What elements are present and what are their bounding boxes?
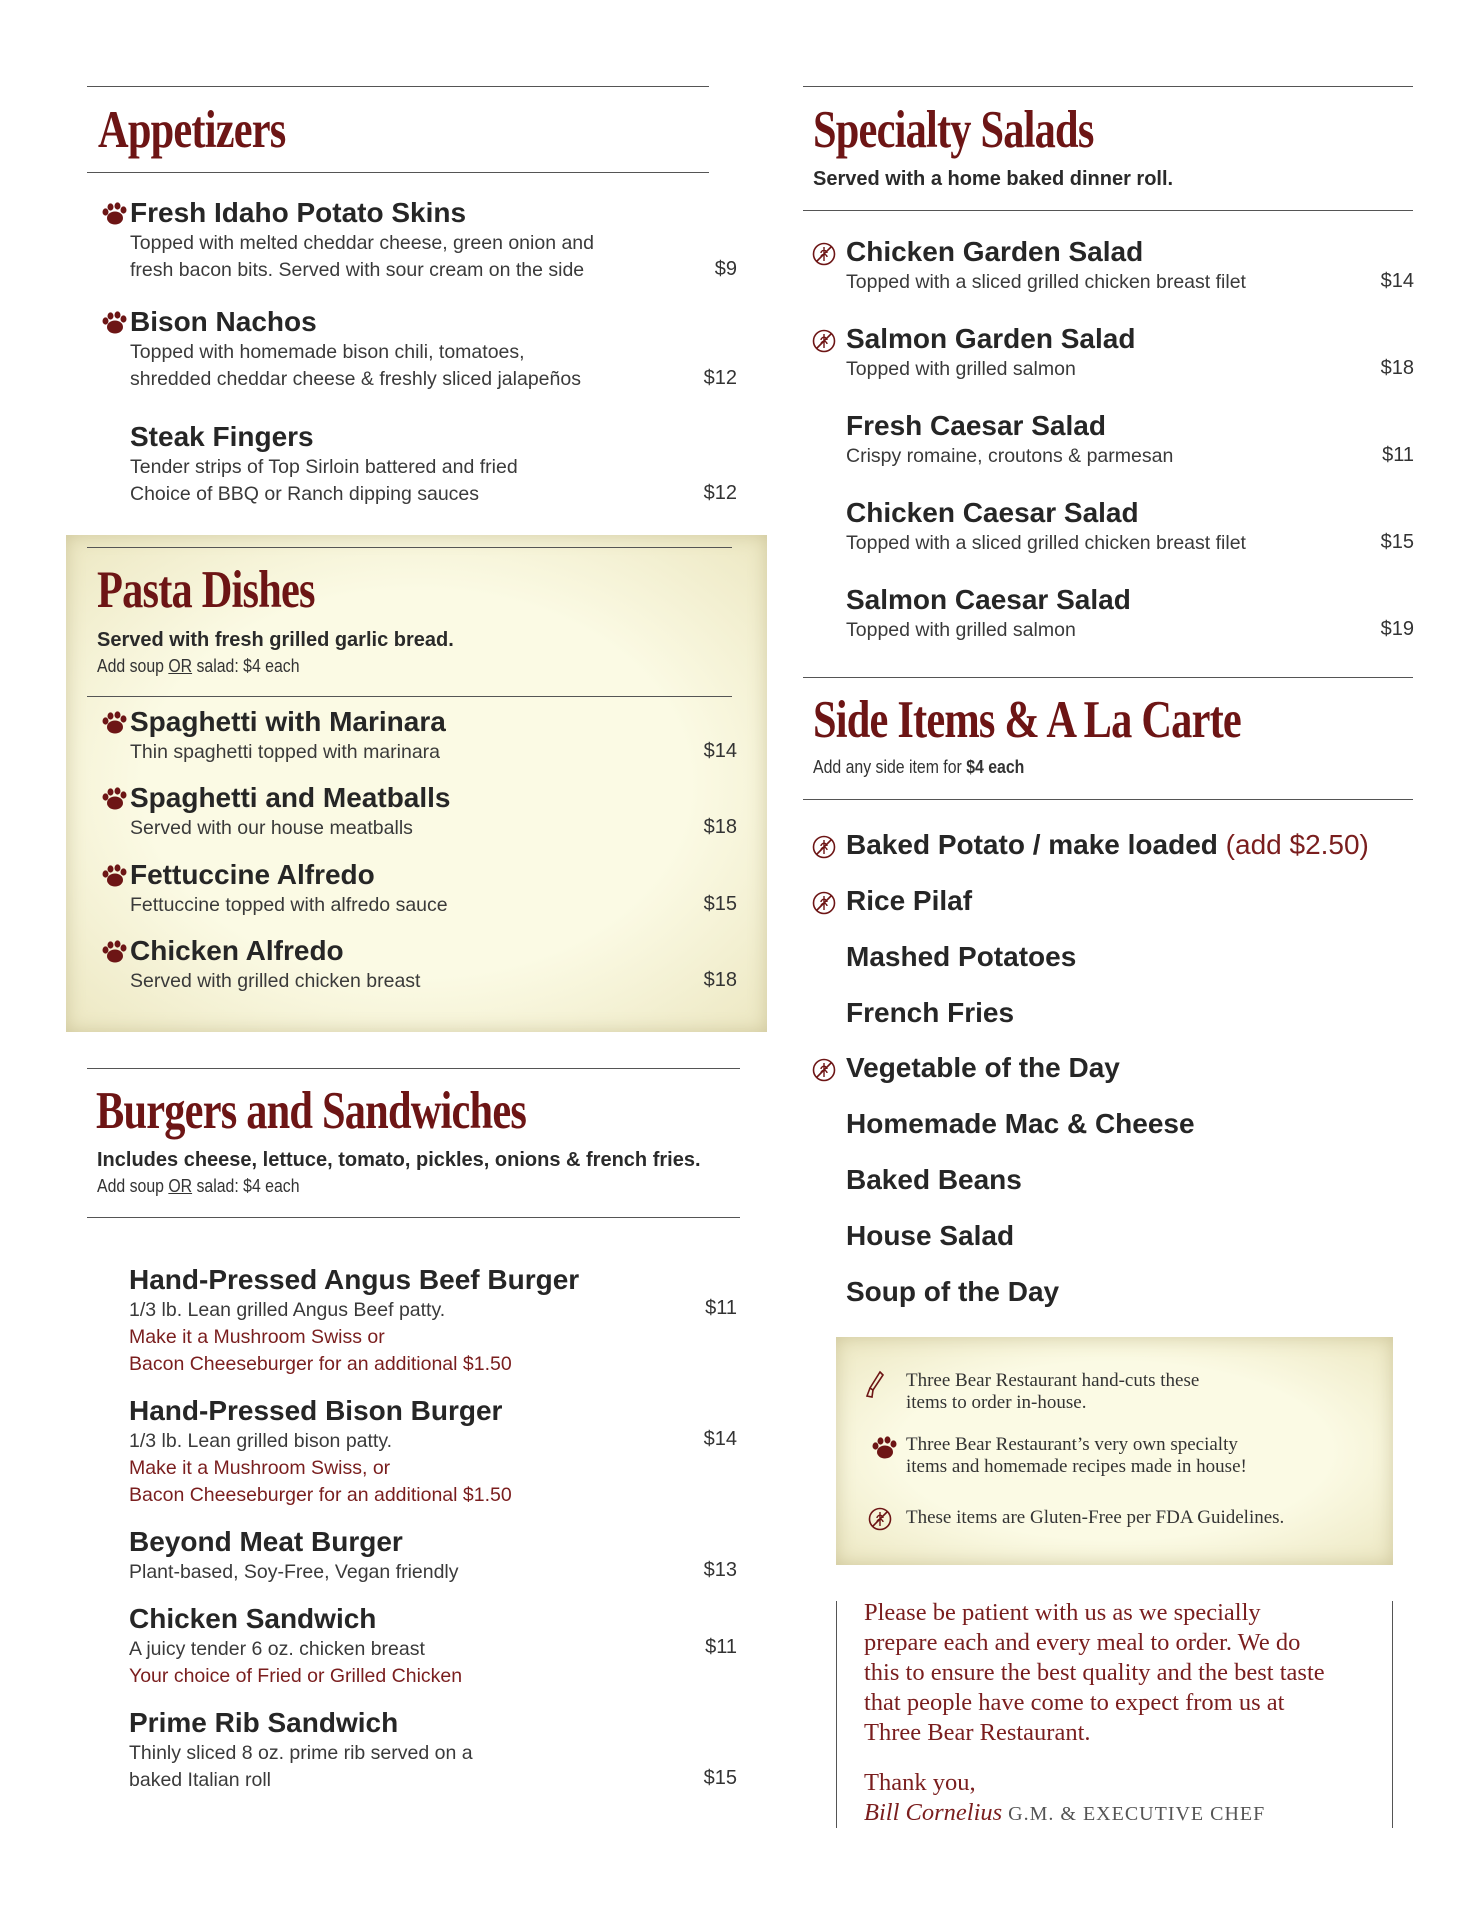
item-description: Tender strips of Top Sirloin battered and fried	[130, 456, 518, 478]
side-item-extra: (add $2.50)	[1217, 829, 1369, 860]
side-item: Baked Potato / make loaded (add $2.50)	[846, 829, 1369, 860]
gluten-free-icon	[812, 835, 836, 859]
item-upgrade-note: Make it a Mushroom Swiss, or	[129, 1457, 391, 1479]
item-upgrade-note: Make it a Mushroom Swiss or	[129, 1326, 385, 1348]
legend-gluten-free: These items are Gluten-Free per FDA Guidelines.	[906, 1507, 1285, 1528]
salads-subtitle: Served with a home baked dinner roll.	[813, 168, 1174, 190]
item-name: Salmon Caesar Salad	[846, 584, 1131, 615]
item-description: fresh bacon bits. Served with sour cream on the side	[130, 259, 585, 281]
menu-item	[130, 705, 446, 766]
chef-title: G.M. & EXECUTIVE CHEF	[1002, 1803, 1266, 1825]
item-upgrade-note: Bacon Cheeseburger for an additional $1.50	[129, 1484, 512, 1506]
menu-item	[130, 420, 518, 508]
burgers-subtitle: Includes cheese, lettuce, tomato, pickles, onions & french fries.	[97, 1149, 701, 1171]
salads-heading: Specialty Salads	[813, 101, 1094, 159]
signature-line	[864, 1798, 1384, 1829]
item-upgrade-note: Your choice of Fried or Grilled Chicken	[129, 1665, 463, 1687]
bear-paw-icon	[101, 711, 127, 735]
bear-paw-icon	[101, 940, 127, 964]
item-description: Thin spaghetti topped with marinara	[130, 741, 441, 763]
item-description: baked Italian roll	[129, 1769, 272, 1791]
item-name: Spaghetti with Marinara	[130, 706, 446, 737]
pasta-add-note: Add soup OR salad: $4 each	[97, 656, 300, 676]
menu-item	[130, 858, 448, 919]
item-description: Topped with grilled salmon	[846, 619, 1076, 641]
item-description: A juicy tender 6 oz. chicken breast	[129, 1638, 425, 1660]
item-name: Steak Fingers	[130, 421, 314, 452]
chef-signature: Bill Cornelius	[864, 1799, 1003, 1826]
menu-item	[129, 1602, 462, 1690]
divider	[87, 696, 732, 697]
menu-item	[129, 1263, 579, 1378]
item-name: Hand-Pressed Angus Beef Burger	[129, 1264, 580, 1295]
legend-specialty: Three Bear Restaurant’s very own specialty items and homemade recipes made in house!	[906, 1434, 1247, 1477]
item-price: $18	[703, 969, 737, 991]
side-item: French Fries	[846, 997, 1015, 1028]
gluten-free-icon	[812, 1058, 836, 1082]
menu-item	[129, 1706, 473, 1794]
gluten-free-icon	[812, 242, 836, 266]
item-description: Topped with a sliced grilled chicken breast filet	[846, 271, 1246, 293]
pasta-subtitle: Served with fresh grilled garlic bread.	[97, 629, 454, 651]
item-description: 1/3 lb. Lean grilled bison patty.	[129, 1430, 393, 1452]
item-price: $14	[703, 1428, 737, 1450]
pasta-heading: Pasta Dishes	[97, 561, 315, 619]
item-name: Chicken Garden Salad	[846, 236, 1144, 267]
menu-item	[130, 305, 581, 393]
side-item: Homemade Mac & Cheese	[846, 1108, 1195, 1139]
menu-item	[129, 1525, 459, 1586]
menu-item	[846, 583, 1131, 644]
side-item: Baked Beans	[846, 1164, 1022, 1195]
item-description: Served with grilled chicken breast	[130, 970, 421, 992]
item-price: $12	[703, 482, 737, 504]
divider	[87, 172, 709, 173]
item-name: Chicken Alfredo	[130, 935, 344, 966]
divider	[87, 547, 732, 548]
divider	[803, 799, 1413, 800]
sides-subtitle: Add any side item for $4 each	[813, 757, 1025, 777]
item-description: Served with our house meatballs	[130, 817, 413, 839]
chef-note: Please be patient with us as we specially prepare each and every meal to order. We do this to ensure the best quality and the best taste that people have come to expect from us at Three Bear Restaurant. Thank you, Bill Cornelius G.M. & EXECUTIVE CHEF	[864, 1598, 1384, 1829]
item-description: Topped with homemade bison chili, tomatoes,	[130, 341, 525, 363]
item-price: $15	[703, 1767, 737, 1789]
bear-paw-icon	[101, 311, 127, 335]
thank-you: Thank you,	[864, 1769, 976, 1796]
item-price: $14	[1380, 270, 1414, 292]
gluten-free-icon	[868, 1507, 892, 1531]
gluten-free-icon	[812, 891, 836, 915]
item-description: Thinly sliced 8 oz. prime rib served on a	[129, 1742, 473, 1764]
divider	[87, 1068, 740, 1069]
bear-paw-icon	[871, 1436, 897, 1460]
divider	[803, 677, 1413, 678]
divider	[87, 1217, 740, 1218]
item-name: Chicken Caesar Salad	[846, 497, 1139, 528]
menu-item	[846, 409, 1173, 470]
item-price: $9	[714, 258, 737, 280]
item-price: $13	[703, 1559, 737, 1581]
item-description: shredded cheddar cheese & freshly sliced jalapeños	[130, 368, 581, 390]
side-item: Rice Pilaf	[846, 885, 973, 916]
item-description: Plant-based, Soy-Free, Vegan friendly	[129, 1561, 459, 1583]
item-description: Topped with melted cheddar cheese, green onion and	[130, 232, 594, 254]
side-item: Mashed Potatoes	[846, 941, 1077, 972]
item-price: $19	[1380, 618, 1414, 640]
item-name: Spaghetti and Meatballs	[130, 782, 451, 813]
menu-item	[846, 322, 1135, 383]
gluten-free-icon	[812, 329, 836, 353]
note-border-left	[836, 1601, 837, 1828]
burgers-add-note: Add soup OR salad: $4 each	[97, 1176, 300, 1196]
side-item: Soup of the Day	[846, 1276, 1060, 1307]
menu-item	[130, 934, 420, 995]
item-price: $18	[703, 816, 737, 838]
legend-hand-cut: Three Bear Restaurant hand-cuts these items to order in-house.	[906, 1370, 1200, 1413]
knife-icon	[864, 1370, 888, 1400]
menu-item	[130, 196, 594, 284]
note-border-right	[1392, 1601, 1393, 1828]
side-item: House Salad	[846, 1220, 1015, 1251]
item-price: $11	[1382, 444, 1414, 466]
item-name: Chicken Sandwich	[129, 1603, 377, 1634]
menu-item	[846, 235, 1246, 296]
item-price: $11	[705, 1297, 737, 1319]
item-price: $11	[705, 1636, 737, 1658]
item-upgrade-note: Bacon Cheeseburger for an additional $1.50	[129, 1353, 512, 1375]
item-price: $14	[703, 740, 737, 762]
item-name: Salmon Garden Salad	[846, 323, 1136, 354]
bear-paw-icon	[101, 864, 127, 888]
divider	[803, 86, 1413, 87]
item-name: Fettuccine Alfredo	[130, 859, 375, 890]
item-description: Topped with grilled salmon	[846, 358, 1076, 380]
item-name: Fresh Idaho Potato Skins	[130, 197, 467, 228]
item-description: Crispy romaine, croutons & parmesan	[846, 445, 1174, 467]
side-item: Vegetable of the Day	[846, 1052, 1120, 1083]
item-price: $12	[703, 367, 737, 389]
menu-item	[129, 1394, 512, 1509]
item-description: Choice of BBQ or Ranch dipping sauces	[130, 483, 480, 505]
item-description: Fettuccine topped with alfredo sauce	[130, 894, 448, 916]
item-price: $18	[1380, 357, 1414, 379]
item-price: $15	[703, 893, 737, 915]
item-name: Prime Rib Sandwich	[129, 1707, 399, 1738]
item-price: $15	[1380, 531, 1414, 553]
sides-heading: Side Items & A La Carte	[813, 691, 1241, 749]
item-name: Fresh Caesar Salad	[846, 410, 1106, 441]
bear-paw-icon	[101, 202, 127, 226]
bear-paw-icon	[101, 787, 127, 811]
burgers-heading: Burgers and Sandwiches	[96, 1082, 527, 1140]
appetizers-heading: Appetizers	[98, 101, 286, 159]
divider	[87, 86, 709, 87]
item-name: Bison Nachos	[130, 306, 317, 337]
divider	[803, 210, 1413, 211]
menu-item	[130, 781, 451, 842]
menu-item	[846, 496, 1246, 557]
item-name: Hand-Pressed Bison Burger	[129, 1395, 503, 1426]
item-name: Beyond Meat Burger	[129, 1526, 403, 1557]
item-description: Topped with a sliced grilled chicken breast filet	[846, 532, 1246, 554]
item-description: 1/3 lb. Lean grilled Angus Beef patty.	[129, 1299, 446, 1321]
